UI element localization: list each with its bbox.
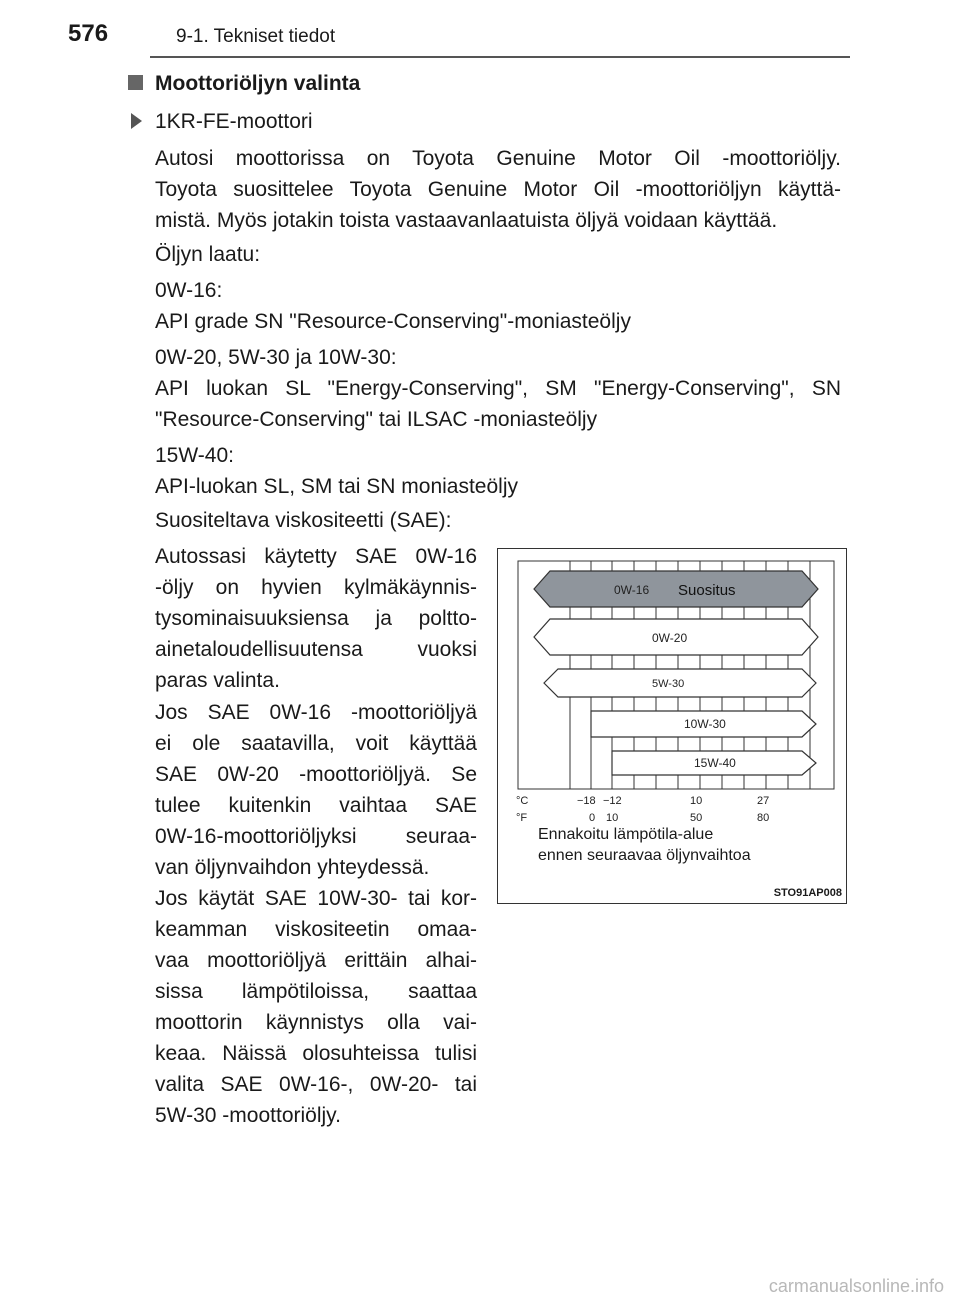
text-line: Autosi moottorissa on Toyota Genuine Motor Oil -moottoriöljy. bbox=[155, 147, 841, 170]
grade-0w20-5w30-10w30 bbox=[155, 342, 841, 435]
bar-5w30-label: 5W-30 bbox=[652, 678, 685, 690]
bar-10w30-label: 10W-30 bbox=[684, 717, 726, 731]
text-line: Toyota suosittelee Toyota Genuine Motor Oil -moottoriöljyn käyttä- bbox=[155, 178, 841, 201]
text-line: Jos käytät SAE 10W-30- tai kor- bbox=[155, 887, 477, 910]
fahrenheit-tick: 80 bbox=[757, 812, 770, 824]
grade-15w40 bbox=[155, 440, 841, 502]
page-number: 576 bbox=[68, 20, 109, 47]
grade-name: 0W-16: bbox=[155, 279, 223, 302]
fahrenheit-tick: 0 bbox=[589, 812, 596, 824]
viscosity-label: Suositeltava viskositeetti (SAE): bbox=[155, 509, 452, 532]
text-line: Jos SAE 0W-16 -moottoriöljyä bbox=[155, 701, 477, 724]
chapter-title: 9-1. Tekniset tiedot bbox=[176, 26, 336, 47]
paragraph-cold-start bbox=[155, 883, 477, 1131]
grade-spec: API-luokan SL, SM tai SN moniasteöljy bbox=[155, 475, 518, 498]
fahrenheit-tick: 10 bbox=[606, 812, 619, 824]
text-line: SAE 0W-20 -moottoriöljyä. Se bbox=[155, 763, 477, 786]
recommended-arrow bbox=[534, 571, 818, 607]
celsius-tick: 27 bbox=[757, 795, 770, 807]
text-line: tysominaisuuksiensa ja poltto- bbox=[155, 607, 477, 630]
text-line: keamman viskositeetin omaa- bbox=[155, 918, 477, 941]
header-divider bbox=[150, 56, 850, 58]
text-line: moottorin käynnistys olla vai- bbox=[155, 1011, 477, 1034]
section-title-text: Moottoriöljyn valinta bbox=[155, 72, 361, 95]
text-line: tulee kuitenkin vaihtaa SAE bbox=[155, 794, 477, 817]
viscosity-figure bbox=[497, 548, 847, 904]
text-line: mistä. Myös jotakin toista vastaavanlaatuista öljyä voidaan käyttää. bbox=[155, 209, 778, 232]
oil-quality-label: Öljyn laatu: bbox=[155, 243, 261, 266]
figure-code: STO91AP008 bbox=[773, 887, 842, 899]
caption-line: ennen seuraavaa öljynvaihtoa bbox=[538, 847, 751, 864]
intro-paragraph bbox=[155, 143, 841, 236]
text-line: Autossasi käytetty SAE 0W-16 bbox=[155, 545, 477, 568]
text-line: 0W-16-moottoriöljyksi seuraa- bbox=[155, 825, 477, 848]
fahrenheit-tick: 50 bbox=[690, 812, 703, 824]
text-line: van öljynvaihdon yhteydessä. bbox=[155, 856, 430, 879]
fahrenheit-unit: °F bbox=[516, 812, 528, 824]
grade-name: 15W-40: bbox=[155, 444, 234, 467]
text-line: valita SAE 0W-16-, 0W-20- tai bbox=[155, 1073, 477, 1096]
grade-spec: API luokan SL "Energy-Conserving", SM "Energy-Conserving", SN bbox=[155, 377, 841, 400]
caption-line: Ennakoitu lämpötila-alue bbox=[538, 826, 714, 843]
text-line: paras valinta. bbox=[155, 669, 280, 692]
celsius-tick: 10 bbox=[690, 795, 703, 807]
figure-caption bbox=[538, 824, 751, 866]
recommended-label: Suositus bbox=[678, 582, 736, 599]
grade-spec: "Resource-Conserving" tai ILSAC -moniasteöljy bbox=[155, 408, 598, 431]
bar-15w40-label: 15W-40 bbox=[694, 756, 736, 770]
recommended-grade-label: 0W-16 bbox=[614, 583, 650, 597]
grade-spec: API grade SN "Resource-Conserving"-moniasteöljy bbox=[155, 310, 631, 333]
grade-0w16 bbox=[155, 275, 841, 337]
celsius-tick: −18 bbox=[577, 795, 596, 807]
text-line: sissa lämpötiloissa, saattaa bbox=[155, 980, 477, 1003]
paragraph-recommendation bbox=[155, 541, 477, 696]
celsius-unit: °C bbox=[516, 795, 529, 807]
subsection-title bbox=[131, 110, 313, 134]
bar-0w20-label: 0W-20 bbox=[652, 631, 688, 645]
text-line: keaa. Näissä olosuhteissa tulisi bbox=[155, 1042, 477, 1065]
triangle-bullet-icon bbox=[131, 113, 142, 129]
celsius-tick: −12 bbox=[603, 795, 622, 807]
watermark-link[interactable]: carmanualsonline.info bbox=[768, 1276, 944, 1296]
subsection-title-text: 1KR-FE-moottori bbox=[155, 110, 313, 133]
text-line: ainetaloudellisuutensa vuoksi bbox=[155, 638, 477, 661]
text-line: 5W-30 -moottoriöljy. bbox=[155, 1104, 341, 1127]
text-line: ei ole saatavilla, voit käyttää bbox=[155, 732, 477, 755]
section-title bbox=[128, 72, 360, 96]
paragraph-alternative bbox=[155, 697, 477, 883]
text-line: vaa moottoriöljyä erittäin alhai- bbox=[155, 949, 477, 972]
square-bullet-icon bbox=[128, 75, 143, 90]
text-line: -öljy on hyvien kylmäkäynnis- bbox=[155, 576, 477, 599]
grade-name: 0W-20, 5W-30 ja 10W-30: bbox=[155, 346, 397, 369]
